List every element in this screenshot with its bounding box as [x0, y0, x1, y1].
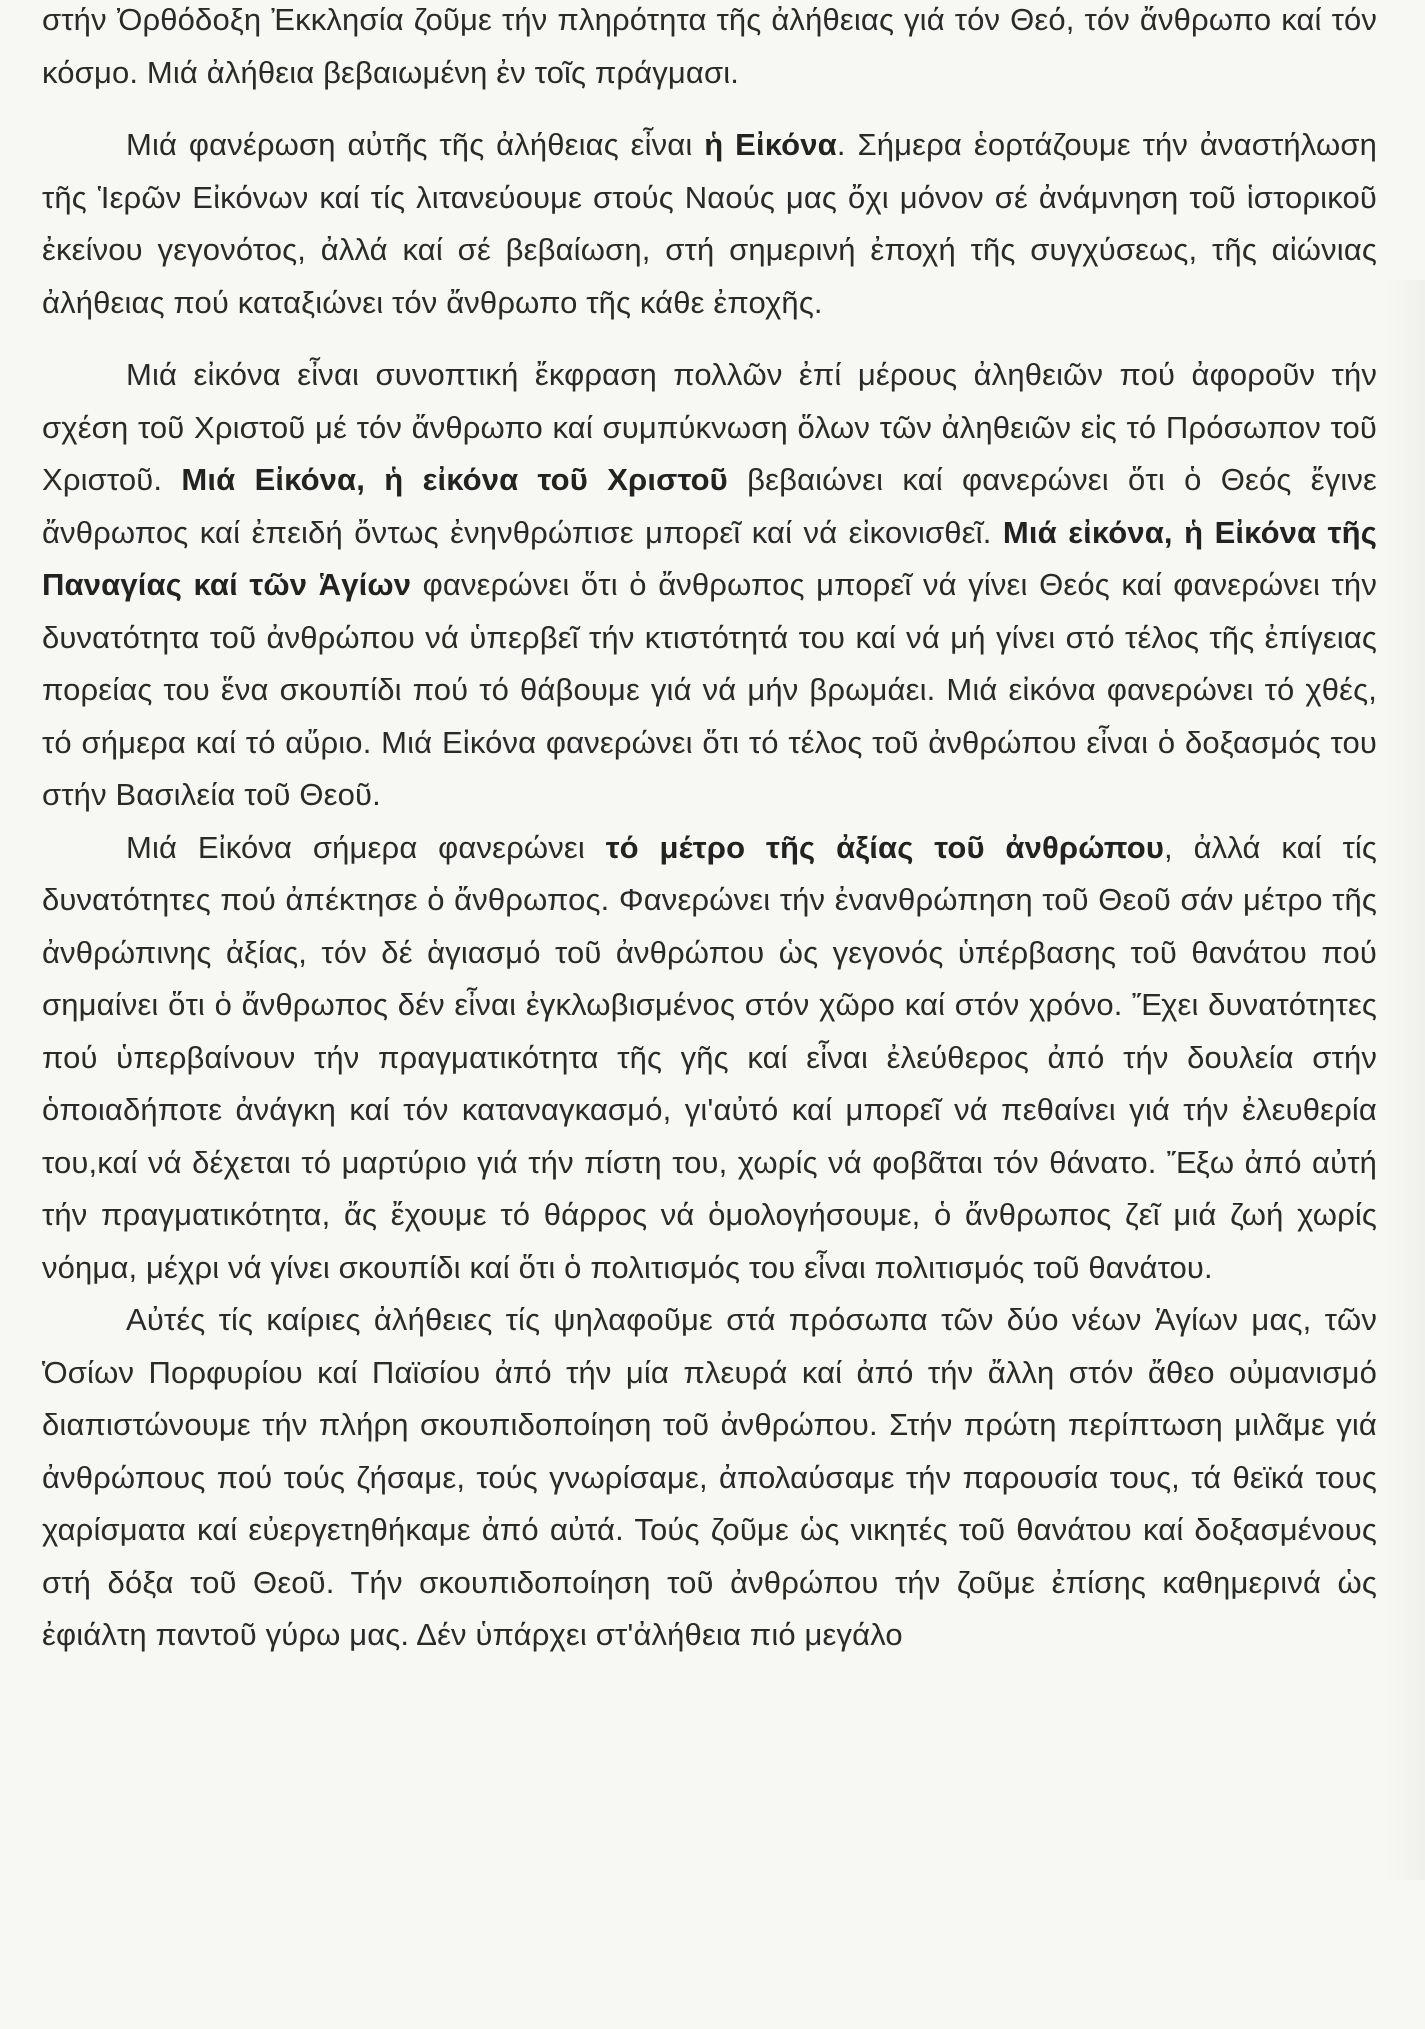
paragraph-1 [42, 0, 1377, 99]
bold-phrase: ἡ Εἰκόνα [704, 127, 837, 162]
text-run: Μιά Εἰκόνα σήμερα φανερώνει [126, 829, 606, 865]
text-run: . Σήμερα ἑορτάζουμε τήν ἀναστήλωση τῆς Ἱερῶν Εἰκόνων καί τίς λιτανεύουμε στούς Ναούς μας ὄχι μόνον σέ ἀνάμνηση τοῦ ἱστορικοῦ ἐκείνου γεγονότος, ἀλλά καί σέ βεβαίωση, στή σημερινή ἐποχή τῆς συγχύσεως, τῆς αἰώνιας ἀλήθειας πού καταξιώνει τόν ἄνθρωπο τῆς κάθε ἐποχῆς. [42, 127, 1377, 320]
text-run: Μιά εἰκόνα εἶναι συνοπτική ἔκφραση πολλῶν ἐπί μέρους ἀληθειῶν πού ἀφοροῦν τήν σχέση τοῦ Χριστοῦ μέ τόν ἄνθρωπο καί συμπύκνωση ὅλων τῶν ἀληθειῶν εἰς τό Πρόσωπον τοῦ Χριστοῦ. [42, 357, 1377, 497]
text-run: , ἀλλά καί τίς δυνατότητες πού ἀπέκτησε ὁ ἄνθρωπος. Φανερώνει τήν ἐνανθρώπηση τοῦ Θεοῦ σάν μέτρο τῆς ἀνθρώπινης ἀξίας, τόν δέ ἁγιασμό τοῦ ἀνθρώπου ὡς γεγονός ὑπέρβασης τοῦ θανάτου πού σημαίνει ὅτι ὁ ἄνθρωπος δέν εἶναι ἐγκλωβισμένος στόν χῶρο καί στόν χρόνο. Ἔχει δυνατότητες πού ὑπερβαίνουν τήν πραγματικότητα τῆς γῆς καί εἶναι ἐλεύθερος ἀπό τήν δουλεία στήν ὁποιαδήποτε ἀνάγκη καί τόν καταναγκασμό, γι'αὐτό καί μπορεῖ νά πεθαίνει γιά τήν ἐλευθερία του,καί νά δέχεται τό μαρτύριο γιά τήν πίστη του, χωρίς νά φοβᾶται τόν θάνατο. Ἔξω ἀπό αὐτή τήν πραγματικότητα, ἄς ἔχουμε τό θάρρος νά ὁμολογήσουμε, ὁ ἄνθρωπος ζεῖ μιά ζωή χωρίς νόημα, μέχρι νά γίνει σκουπίδι καί ὅτι ὁ πολιτισμός του εἶναι πολιτισμός τοῦ θανάτου. [42, 829, 1377, 1285]
text-run: στήν Ὀρθόδοξη Ἐκκλησία ζοῦμε τήν πληρότητα τῆς ἀλήθειας γιά τόν Θεό, τόν ἄνθρωπο καί τόν κόσμο. Μιά ἀλήθεια βεβαιωμένη ἐν τοῖς πράγμασι. [42, 2, 1377, 90]
paragraph-4 [42, 822, 1377, 1295]
bold-phrase: τό μέτρο τῆς ἀξίας τοῦ ἀνθρώπου [605, 829, 1165, 865]
bold-phrase: Μιά εἰκόνα, ἡ Εἰκόνα τῆς Παναγίας καί τῶν Ἁγίων [42, 514, 1377, 602]
text-run: φανερώνει ὅτι ὁ ἄνθρωπος μπορεῖ νά γίνει Θεός καί φανερώνει τήν δυνατότητα τοῦ ἀνθρώπου νά ὑπερβεῖ τήν κτιστότητά του καί νά μή γίνει στό τέλος τῆς ἐπίγειας πορείας του ἕνα σκουπίδι πού τό θάβουμε γιά νά μήν βρωμάει. Μιά εἰκόνα φανερώνει τό χθές, τό σήμερα καί τό αὔριο. Μιά Εἰκόνα φανερώνει ὅτι τό τέλος τοῦ ἀνθρώπου εἶναι ὁ δοξασμός του στήν Βασιλεία τοῦ Θεοῦ. [42, 567, 1377, 812]
text-run: βεβαιώνει καί φανερώνει ὅτι ὁ Θεός ἔγινε ἄνθρωπος καί ἐπειδή ὄντως ἐνηνθρώπισε μπορεῖ καί νά εἰκονισθεῖ. [42, 462, 1377, 550]
paragraph-3 [42, 349, 1377, 822]
text-run: Αὐτές τίς καίριες ἀλήθειες τίς ψηλαφοῦμε στά πρόσωπα τῶν δύο νέων Ἁγίων μας, τῶν Ὁσίων Πορφυρίου καί Παϊσίου ἀπό τήν μία πλευρά καί ἀπό τήν ἄλλη στόν ἄθεο οὐμανισμό διαπιστώνουμε τήν πλήρη σκουπιδοποίηση τοῦ ἀνθρώπου. Στήν πρώτη περίπτωση μιλᾶμε γιά ἀνθρώπους πού τούς ζήσαμε, τούς γνωρίσαμε, ἀπολαύσαμε τήν παρουσία τους, τά θεϊκά τους χαρίσματα καί εὐεργετηθήκαμε ἀπό αὐτά. Τούς ζοῦμε ὡς νικητές τοῦ θανάτου καί δοξασμένους στή δόξα τοῦ Θεοῦ. Τήν σκουπιδοποίηση τοῦ ἀνθρώπου τήν ζοῦμε ἐπίσης καθημερινά ὡς ἐφιάλτη παντοῦ γύρω μας. Δέν ὑπάρχει στ'ἀλήθεια πιό μεγάλο [42, 1302, 1377, 1652]
text-run: Μιά φανέρωση αὐτῆς τῆς ἀλήθειας εἶναι [126, 127, 705, 162]
bold-phrase: Μιά Εἰκόνα, ἡ εἰκόνα τοῦ Χριστοῦ [181, 462, 728, 497]
document-body [42, 0, 1377, 1662]
paragraph-2 [42, 119, 1377, 329]
scan-edge-shadow [1385, 280, 1425, 1880]
paragraph-5 [42, 1294, 1377, 1662]
